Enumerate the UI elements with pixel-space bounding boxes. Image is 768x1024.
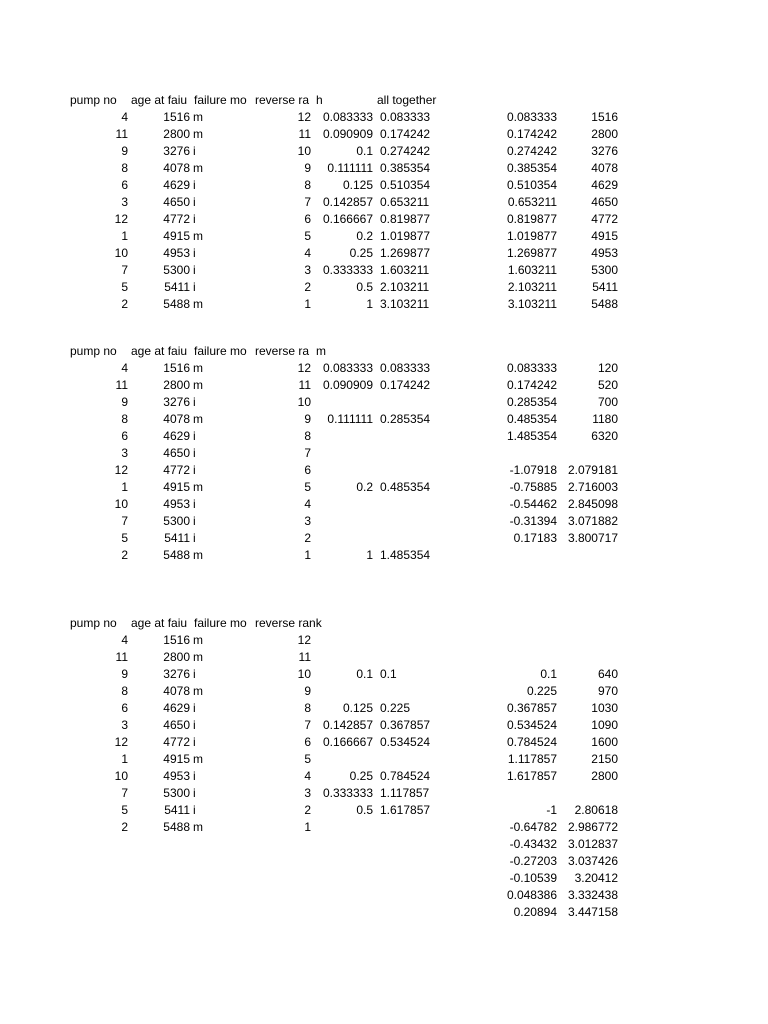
cell-mode: m <box>193 480 203 494</box>
cell-s1: 0.385354 <box>506 161 557 175</box>
cell-h: 0.25 <box>349 769 373 783</box>
cell-cum: 0.274242 <box>380 144 431 158</box>
cell-s1: 0.225 <box>526 684 557 698</box>
cell-pump: 10 <box>114 769 128 783</box>
cell-pump: 7 <box>121 786 128 800</box>
cell-pump: 1 <box>121 752 128 766</box>
cell-cum: 0.784524 <box>380 769 431 783</box>
cell-s2: 4915 <box>591 229 618 243</box>
cell-age: 4915 <box>163 752 190 766</box>
cell-pump: 1 <box>121 229 128 243</box>
cell-rrank: 7 <box>304 446 311 460</box>
cell-age: 4953 <box>163 246 190 260</box>
cell-cum: 1.269877 <box>380 246 431 260</box>
cell-age: 4772 <box>163 735 190 749</box>
cell-h: 0.2 <box>356 480 373 494</box>
header-pump: pump no <box>70 344 117 358</box>
cell-age: 4629 <box>163 429 190 443</box>
cell-h: 1 <box>366 548 373 562</box>
cell-h: 0.166667 <box>322 212 373 226</box>
cell-h: 0.333333 <box>322 786 373 800</box>
cell-h: 0.142857 <box>322 718 373 732</box>
cell-cum: 3.103211 <box>380 297 430 311</box>
cell-rrank: 8 <box>304 178 311 192</box>
cell-s1: -0.10539 <box>509 871 557 885</box>
cell-mode: m <box>193 684 203 698</box>
cell-s2: 6320 <box>591 429 618 443</box>
cell-rrank: 9 <box>304 684 311 698</box>
cell-s2: 4772 <box>591 212 618 226</box>
cell-age: 1516 <box>163 633 190 647</box>
cell-s1: 0.534524 <box>506 718 557 732</box>
cell-rrank: 7 <box>304 718 311 732</box>
cell-mode: i <box>193 144 196 158</box>
cell-mode: i <box>193 263 196 277</box>
cell-pump: 4 <box>121 633 128 647</box>
cell-h: 0.166667 <box>322 735 373 749</box>
cell-s1: -0.64782 <box>509 820 557 834</box>
cell-age: 2800 <box>163 378 190 392</box>
cell-pump: 9 <box>121 144 128 158</box>
cell-h: 0.2 <box>356 229 373 243</box>
cell-h: 0.1 <box>356 144 373 158</box>
cell-rrank: 12 <box>297 110 311 124</box>
cell-cum: 0.510354 <box>380 178 431 192</box>
cell-pump: 3 <box>121 195 128 209</box>
cell-s2: 3.20412 <box>574 871 618 885</box>
cell-s1: 0.174242 <box>506 127 557 141</box>
cell-s1: -0.75885 <box>509 480 557 494</box>
cell-s1: 1.617857 <box>506 769 557 783</box>
cell-h: 0.5 <box>356 803 373 817</box>
cell-pump: 8 <box>121 161 128 175</box>
cell-pump: 2 <box>121 548 128 562</box>
cell-mode: m <box>193 127 203 141</box>
cell-age: 4629 <box>163 701 190 715</box>
cell-s2: 2.079181 <box>567 463 618 477</box>
cell-pump: 12 <box>114 212 128 226</box>
cell-cum: 0.285354 <box>380 412 431 426</box>
cell-pump: 6 <box>121 178 128 192</box>
cell-cum: 0.083333 <box>380 110 431 124</box>
cell-age: 4078 <box>163 684 190 698</box>
cell-cum: 0.367857 <box>380 718 431 732</box>
cell-rrank: 4 <box>304 246 311 260</box>
cell-mode: m <box>193 752 203 766</box>
cell-cum: 0.653211 <box>380 195 430 209</box>
cell-s2: 1090 <box>591 718 618 732</box>
cell-rrank: 3 <box>304 786 311 800</box>
cell-s1: 0.17183 <box>513 531 557 545</box>
header-cum: all together <box>377 93 437 107</box>
cell-h: 0.25 <box>349 246 373 260</box>
cell-s1: 0.653211 <box>507 195 557 209</box>
cell-s2: 1516 <box>591 110 618 124</box>
cell-s2: 2800 <box>591 127 618 141</box>
cell-rrank: 5 <box>304 480 311 494</box>
cell-cum: 0.485354 <box>380 480 431 494</box>
cell-pump: 12 <box>114 735 128 749</box>
cell-s1: 0.20894 <box>513 905 557 919</box>
cell-mode: i <box>193 497 196 511</box>
cell-mode: m <box>193 378 203 392</box>
cell-age: 4915 <box>163 480 190 494</box>
cell-age: 4915 <box>163 229 190 243</box>
cell-s1: 2.103211 <box>507 280 557 294</box>
cell-mode: i <box>193 212 196 226</box>
cell-s1: 1.269877 <box>506 246 557 260</box>
cell-s2: 4629 <box>591 178 618 192</box>
cell-age: 4078 <box>163 161 190 175</box>
cell-mode: i <box>193 429 196 443</box>
cell-mode: m <box>193 161 203 175</box>
cell-pump: 12 <box>114 463 128 477</box>
cell-h: 0.090909 <box>322 378 373 392</box>
cell-age: 2800 <box>163 127 190 141</box>
cell-age: 5411 <box>164 531 190 545</box>
cell-mode: m <box>193 229 203 243</box>
cell-s2: 4078 <box>591 161 618 175</box>
cell-pump: 9 <box>121 667 128 681</box>
cell-rrank: 3 <box>304 263 311 277</box>
cell-rrank: 10 <box>297 144 311 158</box>
cell-age: 1516 <box>163 110 190 124</box>
cell-s2: 1180 <box>592 412 618 426</box>
cell-age: 3276 <box>163 144 190 158</box>
cell-mode: i <box>193 735 196 749</box>
cell-s2: 3.332438 <box>567 888 618 902</box>
cell-age: 3276 <box>163 395 190 409</box>
cell-s2: 2.716003 <box>567 480 618 494</box>
cell-pump: 11 <box>115 650 128 664</box>
cell-s1: 0.083333 <box>506 361 557 375</box>
cell-s1: 0.1 <box>540 667 557 681</box>
cell-cum: 0.819877 <box>380 212 431 226</box>
cell-s1: 0.784524 <box>506 735 557 749</box>
cell-pump: 7 <box>121 263 128 277</box>
cell-mode: m <box>193 650 203 664</box>
cell-rrank: 6 <box>304 463 311 477</box>
cell-rrank: 12 <box>297 633 311 647</box>
cell-pump: 10 <box>114 497 128 511</box>
cell-s2: 3.800717 <box>567 531 618 545</box>
cell-age: 3276 <box>163 667 190 681</box>
cell-age: 5300 <box>163 263 190 277</box>
cell-s2: 970 <box>597 684 618 698</box>
cell-mode: i <box>193 463 196 477</box>
cell-rrank: 4 <box>304 769 311 783</box>
cell-rrank: 5 <box>304 752 311 766</box>
cell-mode: i <box>193 786 196 800</box>
cell-s1: 1.603211 <box>507 263 557 277</box>
cell-rrank: 6 <box>304 735 311 749</box>
cell-s2: 3276 <box>591 144 618 158</box>
cell-pump: 2 <box>121 820 128 834</box>
cell-s1: 1.117857 <box>507 752 557 766</box>
cell-h: 0.111111 <box>327 412 373 426</box>
cell-s1: 0.819877 <box>506 212 557 226</box>
cell-mode: i <box>193 514 196 528</box>
cell-mode: i <box>193 718 196 732</box>
cell-mode: m <box>193 297 203 311</box>
cell-pump: 3 <box>121 718 128 732</box>
cell-age: 5411 <box>164 803 190 817</box>
cell-s1: 0.510354 <box>506 178 557 192</box>
cell-cum: 1.603211 <box>380 263 430 277</box>
cell-pump: 5 <box>121 280 128 294</box>
cell-rrank: 7 <box>304 195 311 209</box>
cell-mode: i <box>193 667 196 681</box>
header-age: age at faiu <box>131 344 188 358</box>
cell-s1: -0.43432 <box>509 837 557 851</box>
cell-s1: 0.485354 <box>506 412 557 426</box>
header-rrank: reverse rank <box>255 616 322 630</box>
cell-rrank: 12 <box>297 361 311 375</box>
cell-mode: m <box>193 361 203 375</box>
cell-pump: 11 <box>115 378 128 392</box>
cell-mode: i <box>193 446 196 460</box>
cell-age: 5488 <box>163 548 190 562</box>
cell-h: 0.083333 <box>322 110 373 124</box>
cell-age: 4629 <box>163 178 190 192</box>
header-rrank: reverse ra <box>255 93 310 107</box>
cell-rrank: 6 <box>304 212 311 226</box>
cell-s1: -0.31394 <box>509 514 557 528</box>
cell-mode: i <box>193 395 196 409</box>
header-rrank: reverse ra <box>255 344 310 358</box>
cell-rrank: 2 <box>304 531 311 545</box>
header-mode: failure mo <box>194 344 247 358</box>
cell-s2: 2.986772 <box>567 820 618 834</box>
cell-h: 0.083333 <box>322 361 373 375</box>
cell-age: 4772 <box>163 212 190 226</box>
cell-cum: 0.174242 <box>380 127 431 141</box>
cell-mode: i <box>193 701 196 715</box>
cell-cum: 0.1 <box>380 667 397 681</box>
cell-pump: 6 <box>121 429 128 443</box>
cell-s2: 4650 <box>591 195 618 209</box>
header-pump: pump no <box>70 93 117 107</box>
cell-s1: 1.485354 <box>506 429 557 443</box>
cell-age: 1516 <box>163 361 190 375</box>
cell-age: 4078 <box>163 412 190 426</box>
cell-h: 0.333333 <box>322 263 373 277</box>
cell-mode: i <box>193 531 196 545</box>
cell-cum: 0.534524 <box>380 735 431 749</box>
cell-s1: -1.07918 <box>509 463 557 477</box>
cell-pump: 2 <box>121 297 128 311</box>
cell-pump: 4 <box>121 361 128 375</box>
header-age: age at faiu <box>131 93 188 107</box>
cell-rrank: 11 <box>298 378 311 392</box>
cell-s1: 0.367857 <box>506 701 557 715</box>
cell-s2: 4953 <box>591 246 618 260</box>
cell-rrank: 8 <box>304 429 311 443</box>
cell-age: 5488 <box>163 820 190 834</box>
cell-mode: i <box>193 803 196 817</box>
cell-rrank: 2 <box>304 803 311 817</box>
cell-s2: 3.012837 <box>567 837 618 851</box>
cell-s1: -0.27203 <box>509 854 557 868</box>
cell-s2: 1030 <box>591 701 618 715</box>
cell-pump: 7 <box>121 514 128 528</box>
cell-s2: 2.80618 <box>574 803 618 817</box>
cell-s2: 520 <box>597 378 618 392</box>
cell-pump: 11 <box>115 127 128 141</box>
header-mode: failure mo <box>194 93 247 107</box>
cell-age: 4772 <box>163 463 190 477</box>
cell-s1: 0.083333 <box>506 110 557 124</box>
cell-pump: 5 <box>121 803 128 817</box>
cell-age: 4953 <box>163 497 190 511</box>
cell-s2: 2150 <box>591 752 618 766</box>
cell-mode: m <box>193 633 203 647</box>
cell-cum: 1.485354 <box>380 548 431 562</box>
cell-s2: 700 <box>597 395 618 409</box>
cell-age: 5300 <box>163 786 190 800</box>
cell-s1: 0.048386 <box>506 888 557 902</box>
cell-age: 2800 <box>163 650 190 664</box>
header-h: m <box>316 344 326 358</box>
cell-s2: 5300 <box>591 263 618 277</box>
cell-s1: -1 <box>546 803 557 817</box>
cell-pump: 9 <box>121 395 128 409</box>
cell-age: 4953 <box>163 769 190 783</box>
cell-s2: 2.845098 <box>567 497 618 511</box>
cell-pump: 5 <box>121 531 128 545</box>
cell-s2: 5488 <box>591 297 618 311</box>
cell-mode: m <box>193 820 203 834</box>
cell-s2: 2800 <box>591 769 618 783</box>
cell-cum: 0.385354 <box>380 161 431 175</box>
cell-mode: i <box>193 769 196 783</box>
cell-rrank: 9 <box>304 412 311 426</box>
cell-s2: 3.447158 <box>567 905 618 919</box>
cell-h: 0.142857 <box>322 195 373 209</box>
header-mode: failure mo <box>194 616 247 630</box>
cell-s1: 1.019877 <box>506 229 557 243</box>
cell-mode: i <box>193 195 196 209</box>
cell-cum: 1.019877 <box>380 229 431 243</box>
cell-rrank: 10 <box>297 667 311 681</box>
cell-pump: 1 <box>121 480 128 494</box>
cell-s1: 0.174242 <box>506 378 557 392</box>
cell-mode: i <box>193 246 196 260</box>
cell-pump: 8 <box>121 412 128 426</box>
cell-rrank: 8 <box>304 701 311 715</box>
cell-mode: i <box>193 178 196 192</box>
cell-h: 0.111111 <box>327 161 373 175</box>
cell-pump: 3 <box>121 446 128 460</box>
cell-rrank: 11 <box>298 650 311 664</box>
cell-s2: 3.037426 <box>567 854 618 868</box>
cell-rrank: 1 <box>304 297 311 311</box>
cell-mode: m <box>193 548 203 562</box>
cell-s1: 0.274242 <box>506 144 557 158</box>
cell-pump: 8 <box>121 684 128 698</box>
cell-s2: 640 <box>597 667 618 681</box>
cell-h: 0.1 <box>356 667 373 681</box>
cell-pump: 10 <box>114 246 128 260</box>
cell-s1: 3.103211 <box>507 297 557 311</box>
cell-rrank: 10 <box>297 395 311 409</box>
cell-rrank: 9 <box>304 161 311 175</box>
cell-rrank: 1 <box>304 820 311 834</box>
header-h: h <box>316 93 323 107</box>
cell-rrank: 2 <box>304 280 311 294</box>
cell-cum: 0.174242 <box>380 378 431 392</box>
cell-pump: 4 <box>121 110 128 124</box>
cell-rrank: 1 <box>304 548 311 562</box>
cell-h: 0.5 <box>356 280 373 294</box>
cell-s1: 0.285354 <box>506 395 557 409</box>
cell-cum: 0.083333 <box>380 361 431 375</box>
cell-cum: 0.225 <box>380 701 411 715</box>
cell-rrank: 11 <box>298 127 311 141</box>
cell-age: 5300 <box>163 514 190 528</box>
cell-cum: 1.117857 <box>380 786 430 800</box>
cell-s2: 3.071882 <box>567 514 618 528</box>
cell-age: 4650 <box>163 718 190 732</box>
cell-s1: -0.54462 <box>509 497 557 511</box>
cell-h: 0.125 <box>342 178 373 192</box>
cell-age: 4650 <box>163 446 190 460</box>
cell-rrank: 5 <box>304 229 311 243</box>
cell-rrank: 3 <box>304 514 311 528</box>
cell-cum: 2.103211 <box>380 280 430 294</box>
cell-h: 1 <box>366 297 373 311</box>
cell-mode: m <box>193 110 203 124</box>
cell-age: 5488 <box>163 297 190 311</box>
header-pump: pump no <box>70 616 117 630</box>
cell-mode: m <box>193 412 203 426</box>
cell-rrank: 4 <box>304 497 311 511</box>
cell-s2: 1600 <box>591 735 618 749</box>
cell-h: 0.090909 <box>322 127 373 141</box>
cell-pump: 6 <box>121 701 128 715</box>
cell-mode: i <box>193 280 196 294</box>
cell-s2: 5411 <box>592 280 618 294</box>
cell-cum: 1.617857 <box>380 803 431 817</box>
cell-h: 0.125 <box>342 701 373 715</box>
cell-age: 5411 <box>164 280 190 294</box>
cell-age: 4650 <box>163 195 190 209</box>
header-age: age at faiu <box>131 616 188 630</box>
cell-s2: 120 <box>597 361 618 375</box>
